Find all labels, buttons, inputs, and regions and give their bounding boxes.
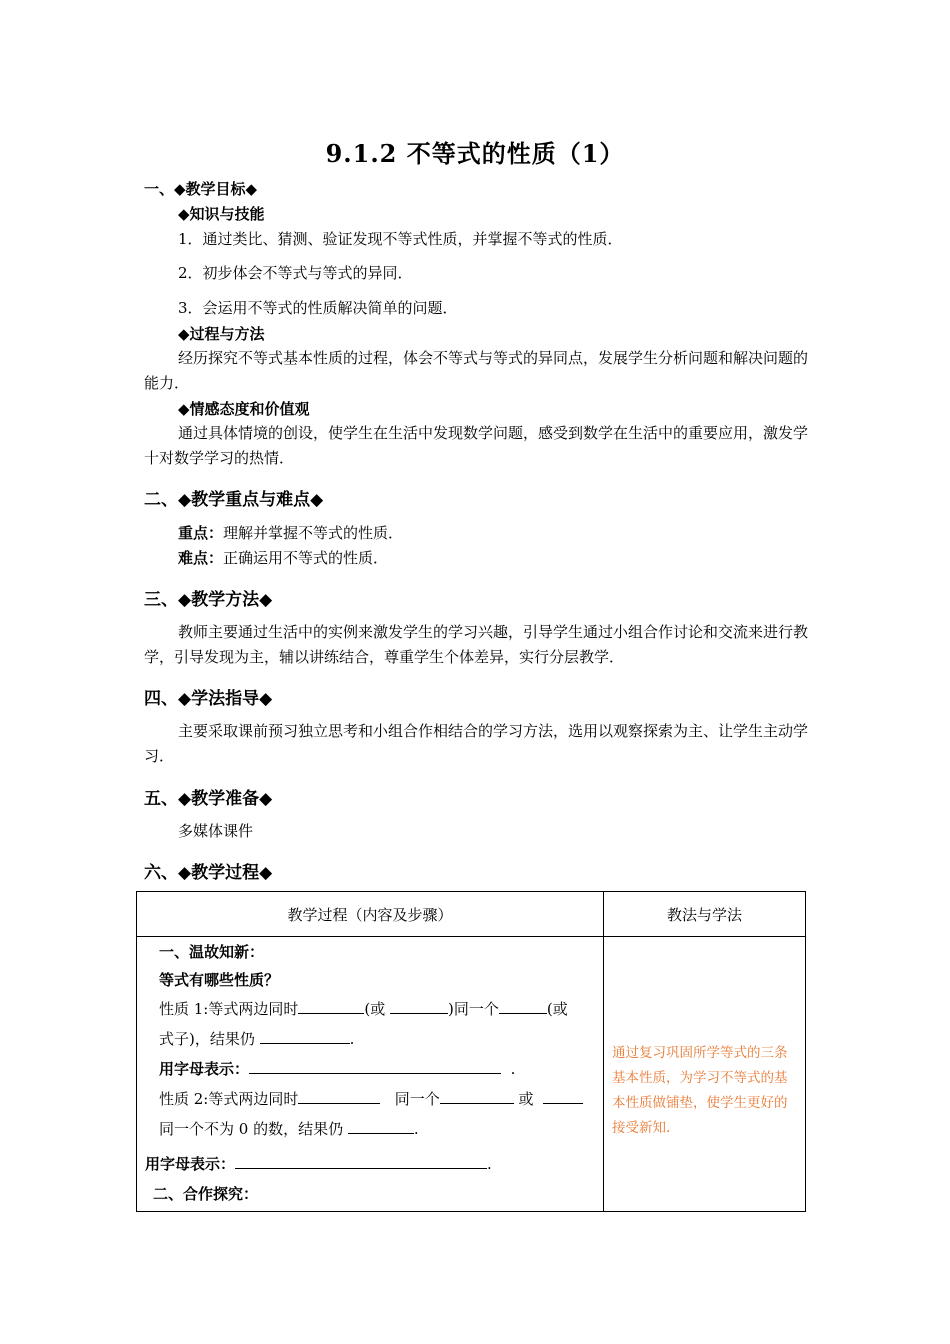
letter-representation-2 — [145, 1153, 492, 1174]
property-2-text-d: 同一个不为 0 的数，结果仍 — [159, 1120, 344, 1138]
process-table — [136, 891, 806, 1212]
blank-field — [249, 1059, 501, 1074]
section-6-heading: 六、◆教学过程◆ — [144, 863, 273, 883]
blank-field — [298, 999, 364, 1014]
property-1-text-d: (或 — [546, 1000, 568, 1018]
knowledge-item-2: 2．初步体会不等式与等式的异同． — [178, 264, 413, 282]
property-1-line-2 — [159, 1028, 354, 1049]
blank-field — [235, 1154, 487, 1169]
letter-representation-1-label: 用字母表示： — [159, 1060, 250, 1078]
blank-field — [348, 1119, 414, 1134]
process-text: 经历探究不等式基本性质的过程，体会不等式与等式的异同点，发展学生分析问题和解决问题的能力． — [144, 349, 809, 392]
letter-representation-1-end: . — [510, 1060, 516, 1078]
emotion-text: 通过具体情境的创设，使学生在生活中发现数学问题，感受到数学在生活中的重要应用，激发学十对数学学习的热情． — [144, 424, 809, 467]
property-1-text-e: 式子)，结果仍 — [159, 1030, 255, 1048]
letter-representation-2-end: . — [487, 1155, 492, 1173]
property-2-text-b: 同一个 — [394, 1090, 440, 1108]
key-point-label: 重点： — [178, 524, 224, 542]
study-guide-text: 主要采取课前预习独立思考和小组合作相结合的学习方法，选用以观察探索为主、让学生主动学习． — [144, 722, 809, 765]
letter-representation-1 — [159, 1058, 515, 1079]
property-1-text-a: 性质 1:等式两边同时 — [159, 1000, 299, 1018]
property-1-text-f: . — [349, 1030, 355, 1048]
property-2-text-c: 或 — [518, 1090, 534, 1108]
section-2-heading: 二、◆教学重点与难点◆ — [144, 490, 324, 510]
blank-field — [440, 1089, 514, 1104]
table-header-row — [137, 892, 806, 937]
property-2-text-e: . — [413, 1120, 419, 1138]
difficult-point — [178, 547, 388, 568]
knowledge-item-3: 3．会运用不等式的性质解决简单的问题． — [178, 299, 458, 317]
process-heading: ◆过程与方法 — [178, 325, 265, 343]
letter-representation-2-label: 用字母表示： — [145, 1155, 236, 1173]
property-2-line-2 — [159, 1118, 419, 1139]
blank-field — [298, 1089, 380, 1104]
key-point — [178, 522, 403, 543]
table-row — [137, 937, 806, 1212]
section-4-heading: 四、◆学法指导◆ — [144, 689, 273, 709]
review-heading: 一、温故知新： — [159, 943, 265, 961]
property-1-text-b: (或 — [364, 1000, 386, 1018]
property-1-line-1 — [159, 998, 568, 1019]
section-1-heading: 一、◆教学目标◆ — [144, 180, 258, 198]
section-5-heading: 五、◆教学准备◆ — [144, 789, 273, 809]
difficult-point-label: 难点： — [178, 549, 224, 567]
method-text: 教师主要通过生活中的实例来激发学生的学习兴趣，引导学生通过小组合作讨论和交流来进行教学，引导发现为主，辅以讲练结合，尊重学生个体差异，实行分层教学． — [144, 623, 809, 666]
table-cell-content — [137, 937, 604, 1212]
table-header-process: 教学过程（内容及步骤） — [137, 892, 604, 937]
property-2-line-1 — [159, 1088, 583, 1109]
preparation-text: 多媒体课件 — [178, 822, 254, 840]
difficult-point-text: 正确运用不等式的性质． — [223, 549, 389, 567]
emotion-heading: ◆情感态度和价值观 — [178, 400, 310, 418]
blank-field — [543, 1089, 583, 1104]
blank-field — [260, 1029, 350, 1044]
method-note: 通过复习巩固所学等式的三条基本性质，为学习不等式的基本性质做铺垫，使学生更好的接受新知. — [612, 1045, 788, 1136]
key-point-text: 理解并掌握不等式的性质． — [223, 524, 404, 542]
blank-field — [499, 999, 547, 1014]
knowledge-item-1: 1．通过类比、猜测、验证发现不等式性质，并掌握不等式的性质． — [178, 230, 623, 248]
table-cell-method — [604, 937, 806, 1212]
property-2-text-a: 性质 2:等式两边同时 — [159, 1090, 299, 1108]
property-1-text-c: )同一个 — [448, 1000, 499, 1018]
review-question: 等式有哪些性质？ — [159, 971, 280, 989]
explore-heading: 二、合作探究： — [153, 1185, 259, 1203]
page-title: 9.1.2 不等式的性质（1） — [325, 139, 625, 168]
section-3-heading: 三、◆教学方法◆ — [144, 590, 273, 610]
knowledge-heading: ◆知识与技能 — [178, 205, 265, 223]
blank-field — [390, 999, 448, 1014]
table-header-method: 教法与学法 — [604, 892, 806, 937]
